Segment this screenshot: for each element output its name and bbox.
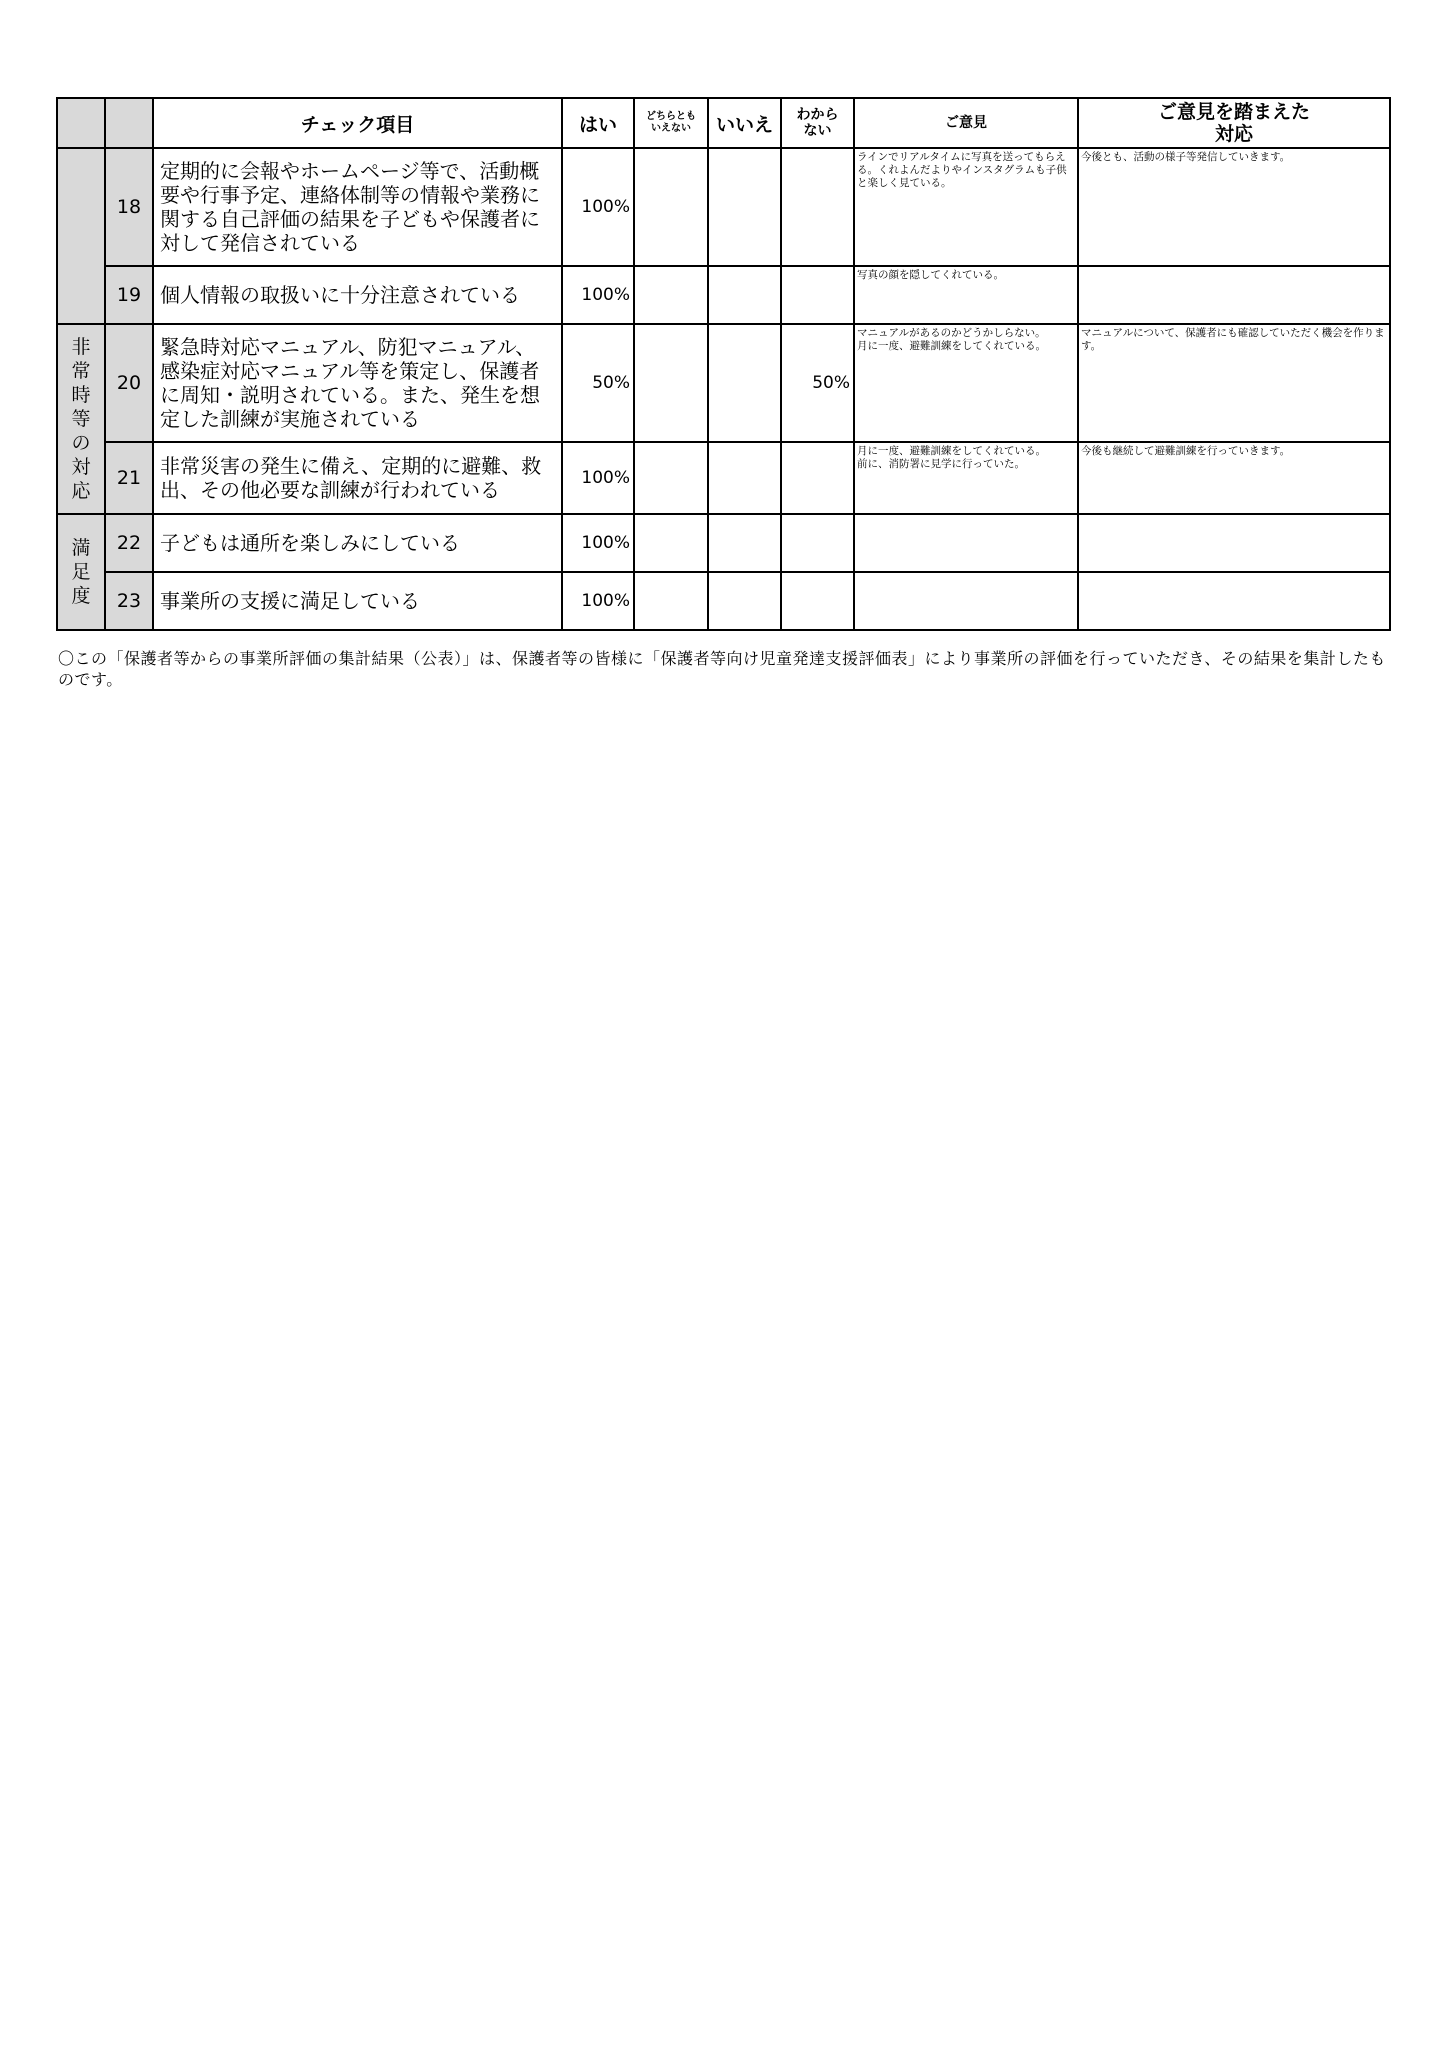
no-percent bbox=[708, 442, 781, 514]
category-satisfaction: 満足度 bbox=[57, 514, 105, 630]
row-number: 22 bbox=[105, 514, 153, 572]
opinion-text: 月に一度、避難訓練をしてくれている。 前に、消防署に見学に行っていた。 bbox=[854, 442, 1078, 514]
row-number: 18 bbox=[105, 148, 153, 266]
unknown-percent bbox=[781, 442, 854, 514]
no-percent bbox=[708, 572, 781, 630]
header-row bbox=[57, 98, 1390, 148]
check-item-text: 緊急時対応マニュアル、防犯マニュアル、感染症対応マニュアル等を策定し、保護者に周知・説明されている。また、発生を想定した訓練が実施されている bbox=[153, 324, 562, 442]
yes-percent: 100% bbox=[562, 266, 634, 324]
header-opinion: ご意見 bbox=[854, 98, 1078, 148]
opinion-text bbox=[854, 572, 1078, 630]
response-text bbox=[1078, 514, 1390, 572]
opinion-text bbox=[854, 514, 1078, 572]
neither-percent bbox=[634, 442, 708, 514]
check-item-text: 非常災害の発生に備え、定期的に避難、救出、その他必要な訓練が行われている bbox=[153, 442, 562, 514]
neither-percent bbox=[634, 572, 708, 630]
header-blank-number bbox=[105, 98, 153, 148]
row-number: 23 bbox=[105, 572, 153, 630]
header-response: ご意見を踏まえた 対応 bbox=[1078, 98, 1390, 148]
yes-percent: 100% bbox=[562, 148, 634, 266]
check-item-text: 個人情報の取扱いに十分注意されている bbox=[153, 266, 562, 324]
no-percent bbox=[708, 324, 781, 442]
category-cell-blank bbox=[57, 148, 105, 324]
table-row bbox=[57, 514, 1390, 572]
header-no: いいえ bbox=[708, 98, 781, 148]
unknown-percent bbox=[781, 572, 854, 630]
header-neither: どちらとも いえない bbox=[634, 98, 708, 148]
no-percent bbox=[708, 266, 781, 324]
header-check-item: チェック項目 bbox=[153, 98, 562, 148]
header-yes: はい bbox=[562, 98, 634, 148]
footnote: 〇この「保護者等からの事業所評価の集計結果（公表）」は、保護者等の皆様に「保護者等向け児童発達支援評価表」により事業所の評価を行っていただき、その結果を集計したものです。 bbox=[58, 649, 1386, 689]
table-row bbox=[57, 442, 1390, 514]
response-text: マニュアルについて、保護者にも確認していただく機会を作ります。 bbox=[1078, 324, 1390, 442]
table-row bbox=[57, 266, 1390, 324]
opinion-text: ラインでリアルタイムに写真を送ってもらえる。くれよんだよりやインスタグラムも子供と楽しく見ている。 bbox=[854, 148, 1078, 266]
yes-percent: 50% bbox=[562, 324, 634, 442]
no-percent bbox=[708, 148, 781, 266]
unknown-percent bbox=[781, 514, 854, 572]
no-percent bbox=[708, 514, 781, 572]
header-blank-category bbox=[57, 98, 105, 148]
response-text: 今後とも、活動の様子等発信していきます。 bbox=[1078, 148, 1390, 266]
opinion-text: マニュアルがあるのかどうかしらない。 月に一度、避難訓練をしてくれている。 bbox=[854, 324, 1078, 442]
unknown-percent bbox=[781, 266, 854, 324]
yes-percent: 100% bbox=[562, 442, 634, 514]
check-item-text: 定期的に会報やホームページ等で、活動概要や行事予定、連絡体制等の情報や業務に関する自己評価の結果を子どもや保護者に対して発信されている bbox=[153, 148, 562, 266]
unknown-percent: 50% bbox=[781, 324, 854, 442]
neither-percent bbox=[634, 324, 708, 442]
opinion-text: 写真の顔を隠してくれている。 bbox=[854, 266, 1078, 324]
check-item-text: 事業所の支援に満足している bbox=[153, 572, 562, 630]
header-unknown: わから ない bbox=[781, 98, 854, 148]
table-row bbox=[57, 324, 1390, 442]
yes-percent: 100% bbox=[562, 514, 634, 572]
evaluation-table bbox=[56, 97, 1391, 631]
yes-percent: 100% bbox=[562, 572, 634, 630]
response-text bbox=[1078, 266, 1390, 324]
check-item-text: 子どもは通所を楽しみにしている bbox=[153, 514, 562, 572]
unknown-percent bbox=[781, 148, 854, 266]
response-text: 今後も継続して避難訓練を行っていきます。 bbox=[1078, 442, 1390, 514]
neither-percent bbox=[634, 514, 708, 572]
response-text bbox=[1078, 572, 1390, 630]
neither-percent bbox=[634, 148, 708, 266]
table-row bbox=[57, 572, 1390, 630]
table-row bbox=[57, 148, 1390, 266]
row-number: 21 bbox=[105, 442, 153, 514]
category-emergency: 非常時等の対応 bbox=[57, 324, 105, 514]
row-number: 20 bbox=[105, 324, 153, 442]
row-number: 19 bbox=[105, 266, 153, 324]
neither-percent bbox=[634, 266, 708, 324]
